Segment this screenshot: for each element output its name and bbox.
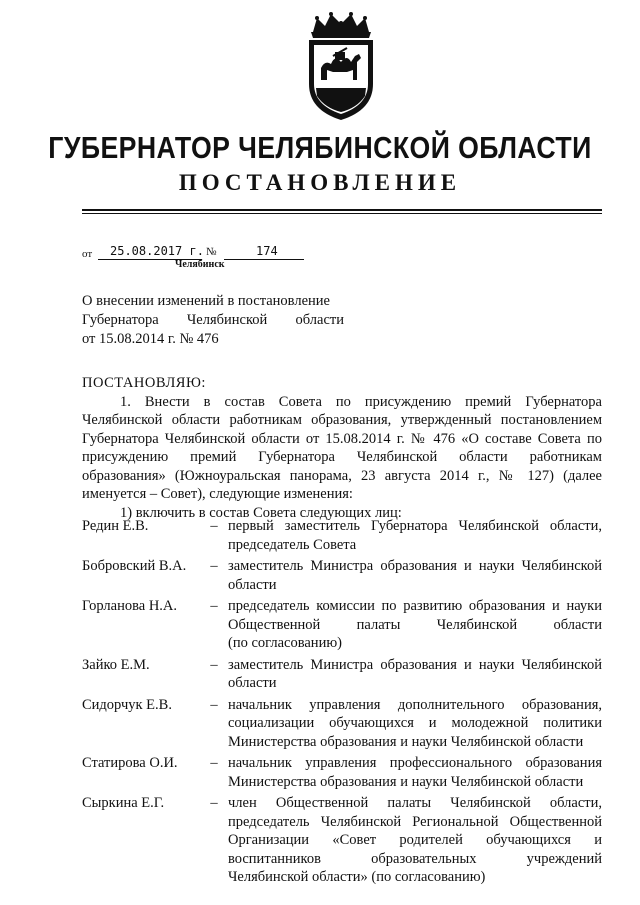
position-line: Министерства образования и науки Челябинской области [228,733,584,750]
member-row [82,696,602,752]
subitem-line: 1) включить в состав Совета следующих лиц: [120,504,402,521]
position-line: области [228,576,277,593]
member-name: Редин Е.В. [82,518,149,534]
member-dash: – [210,518,218,534]
member-dash: – [210,755,218,771]
member-position [228,557,602,594]
coat-of-arms-icon [297,10,385,122]
header-divider-thin [82,213,602,214]
position-line: председатель комиссии по развитию образования и науки [228,598,602,614]
paragraph-line: образования» (Южноуральская панорама, 23 августа 2014 г., № 127) (далее [82,467,602,484]
position-line: Министерства образования и науки Челябинской области [228,773,584,790]
position-line: воспитанников образовательных учреждений [228,850,602,867]
member-position [228,517,602,554]
paragraph-line: именуется – Совет), следующие изменения: [82,486,353,502]
paragraph-line: 1. Внести в состав Совета по присуждению премий Губернатора [120,393,602,410]
position-line: Организации «Совет родителей обучающихся и [228,832,602,848]
member-position [228,794,602,887]
position-line: Челябинской области» (по согласованию) [228,869,486,885]
member-row [82,656,602,693]
member-dash: – [210,558,218,574]
position-line: первый заместитель Губернатора Челябинской области, [228,518,602,534]
subject-line: О внесении изменений в постановление [82,293,330,309]
position-line: области [228,675,277,691]
member-row [82,597,602,653]
subject-line: от 15.08.2014 г. № 476 [82,331,219,347]
position-line: член Общественной палаты Челябинской области, [228,795,602,811]
member-position [228,597,602,653]
member-name: Статирова О.И. [82,755,178,771]
member-position [228,754,602,791]
position-line: председатель Челябинской Региональной Общественной [228,813,602,830]
member-name: Зайко Е.М. [82,656,150,673]
position-line: председатель Совета [228,536,357,553]
member-row [82,754,602,791]
header-divider [82,209,602,211]
member-name: Сыркина Е.Г. [82,795,165,811]
position-line: начальник управления дополнительного образования, [228,696,602,713]
document-type: ПОСТАНОВЛЕНИЕ [178,170,462,195]
members-list [82,517,602,890]
position-line: заместитель Министра образования и науки Челябинской [228,656,602,673]
authority-title: ГУБЕРНАТОР ЧЕЛЯБИНСКОЙ ОБЛАСТИ [48,130,592,165]
position-line: (по согласованию) [228,635,342,651]
document-body [82,374,602,522]
member-dash: – [210,598,218,614]
document-subject [82,292,344,349]
member-row [82,794,602,887]
position-line: начальник управления профессионального образования [228,755,602,771]
paragraph-line: Губернатора Челябинской области от 15.08.2014 г. № 476 «О составе Совета по [82,430,602,447]
date-label: от [82,248,93,260]
position-line: социализации обучающихся и молодежной политики [228,715,602,731]
number-label: № [206,246,217,258]
number-underline [224,259,304,260]
member-name: Горланова Н.А. [82,598,178,614]
member-dash: – [210,696,218,713]
document-city: Челябинск [175,259,225,270]
member-dash: – [210,656,218,673]
paragraph-line: Челябинской области работникам образования, утвержденный постановлением [82,412,602,428]
document-date: 25.08.2017 г. [110,244,204,258]
position-line: заместитель Министра образования и науки Челябинской [228,558,602,574]
resolution-heading: ПОСТАНОВЛЯЮ: [82,375,206,391]
member-dash: – [210,795,218,811]
member-name: Бобровский В.А. [82,558,187,574]
member-position [228,656,602,693]
member-row [82,557,602,594]
member-position [228,696,602,752]
member-name: Сидорчук Е.В. [82,696,172,713]
paragraph-line: присуждению премий Губернатора Челябинской области работникам [82,449,602,465]
member-row [82,517,602,554]
position-line: Общественной палаты Челябинской области [228,616,602,633]
subject-line: Губернатора Челябинской области [82,312,344,328]
document-number: 174 [256,244,278,258]
